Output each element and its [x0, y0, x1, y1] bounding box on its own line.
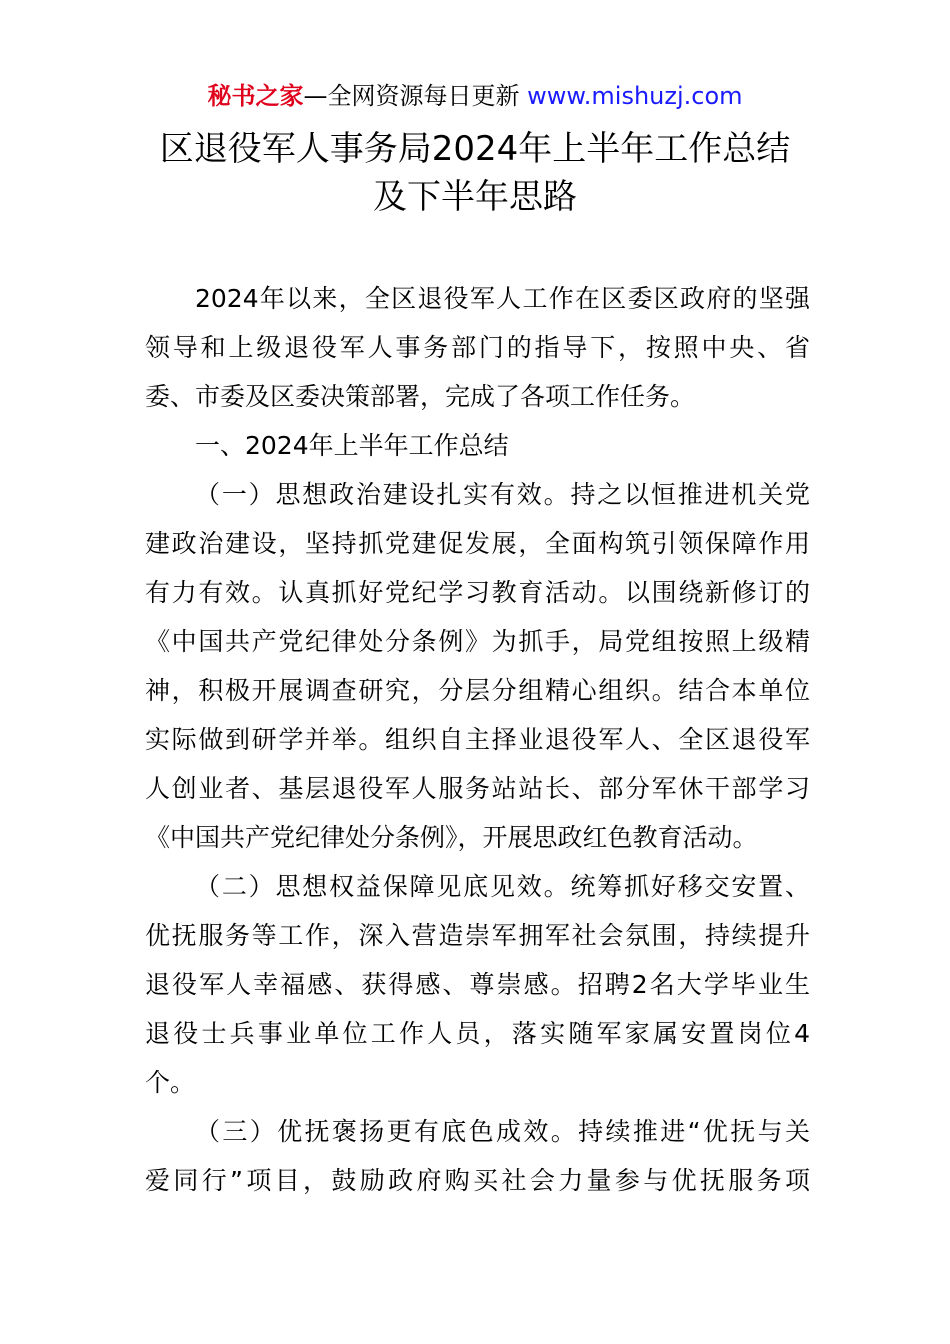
body-text-line: 领导和上级退役军人事务部门的指导下，按照中央、省 — [145, 333, 810, 362]
body-text-line: 人创业者、基层退役军人服务站站长、部分军休干部学习 — [145, 774, 810, 803]
body-text-line: （二）思想权益保障见底见效。统筹抓好移交安置、 — [195, 872, 810, 901]
banner-tagline: —全网资源每日更新 — [303, 82, 520, 110]
body-text-line: 实际做到研学并举。组织自主择业退役军人、全区退役军 — [145, 725, 810, 754]
site-banner — [0, 80, 950, 112]
body-text-line: 有力有效。认真抓好党纪学习教育活动。以围绕新修订的 — [145, 578, 810, 607]
document-title-line-1: 区退役军人事务局2024年上半年工作总结 — [159, 129, 791, 169]
body-text-line: 神，积极开展调查研究，分层分组精心组织。结合本单位 — [145, 676, 810, 705]
body-text-line: 爱同行”项目，鼓励政府购买社会力量参与优抚服务项 — [145, 1166, 810, 1195]
body-text-line: 2024年以来，全区退役军人工作在区委区政府的坚强 — [195, 284, 810, 313]
section-heading: 一、2024年上半年工作总结 — [195, 431, 509, 460]
body-text-line: 退役士兵事业单位工作人员，落实随军家属安置岗位4 — [145, 1019, 810, 1048]
body-text-line: 优抚服务等工作，深入营造崇军拥军社会氛围，持续提升 — [145, 921, 810, 950]
document-title-line-2: 及下半年思路 — [373, 177, 577, 217]
body-text-line: （一）思想政治建设扎实有效。持之以恒推进机关党 — [195, 480, 810, 509]
brand-name: 秘书之家 — [207, 82, 304, 110]
body-text-line: 委、市委及区委决策部署，完成了各项工作任务。 — [145, 382, 696, 411]
body-text-line: 个。 — [145, 1068, 196, 1097]
body-text-line: （三）优抚褒扬更有底色成效。持续推进“优抚与关 — [195, 1117, 810, 1146]
body-text-line: 退役军人幸福感、获得感、尊崇感。招聘2名大学毕业生 — [145, 970, 810, 999]
body-text-line: 《中国共产党纪律处分条例》，开展思政红色教育活动。 — [145, 823, 758, 852]
body-text-line: 《中国共产党纪律处分条例》为抓手，局党组按照上级精 — [145, 627, 810, 656]
site-url[interactable]: www.mishuzj.com — [527, 82, 743, 110]
body-text-line: 建政治建设，坚持抓党建促发展，全面构筑引领保障作用 — [145, 529, 810, 558]
